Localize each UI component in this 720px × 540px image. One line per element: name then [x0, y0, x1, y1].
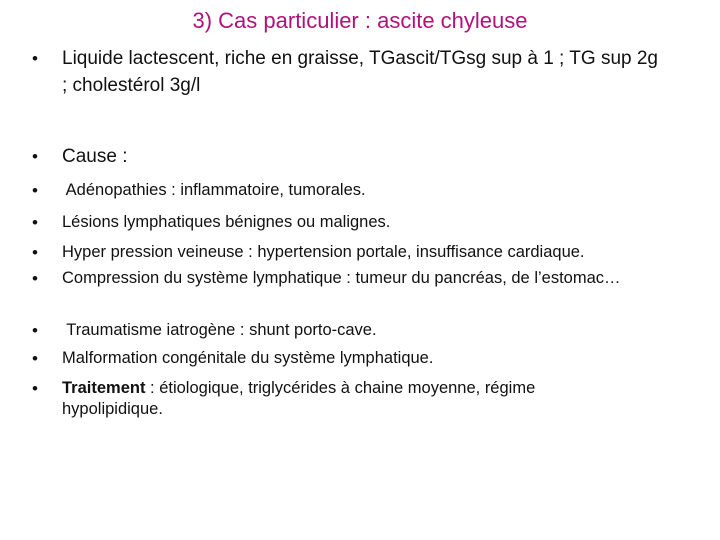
- bullet-icon: •: [32, 213, 38, 232]
- bullet-text: Cause :: [62, 146, 128, 167]
- bullet-item-hyper-pression: [32, 242, 682, 263]
- bullet-icon: •: [32, 379, 38, 398]
- bullet-item-traumatisme: [32, 320, 682, 341]
- bullet-icon: •: [32, 321, 38, 340]
- bullet-icon: •: [32, 349, 38, 368]
- bullet-item-compression: [32, 268, 632, 289]
- bullet-item-liquide: [32, 45, 662, 99]
- bullet-text-container: [62, 378, 632, 420]
- slide-title: 3) Cas particulier : ascite chyleuse: [192, 8, 528, 33]
- bullet-text: Compression du système lymphatique : tumeur du pancréas, de l’estomac…: [62, 269, 621, 287]
- bullet-item-adenopathies: [32, 180, 682, 201]
- bullet-text: Hyper pression veineuse : hypertension portale, insuffisance cardiaque.: [62, 243, 585, 261]
- bullet-icon: •: [32, 147, 38, 166]
- bullet-item-cause: [32, 143, 662, 170]
- bullet-text: Malformation congénitale du système lymphatique.: [62, 349, 434, 367]
- bullet-item-traitement: [32, 378, 632, 420]
- bullet-icon: •: [32, 243, 38, 262]
- bullet-text: Liquide lactescent, riche en graisse, TGascit/TGsg sup à 1 ; TG sup 2g ; cholestérol 3g/l: [62, 48, 658, 96]
- bullet-text: Traumatisme iatrogène : shunt porto-cave.: [62, 321, 377, 339]
- bullet-icon: •: [32, 269, 38, 288]
- bullet-icon: •: [32, 49, 38, 68]
- bullet-item-malformation: [32, 348, 682, 369]
- traitement-text: : étiologique, triglycérides à chaine moyenne, régime hypolipidique.: [62, 379, 536, 418]
- bullet-icon: •: [32, 181, 38, 200]
- bullet-text: Lésions lymphatiques bénignes ou malignes.: [62, 213, 391, 231]
- bullet-item-lesions: [32, 212, 682, 233]
- bullet-text: Adénopathies : inflammatoire, tumorales.: [62, 181, 366, 199]
- traitement-label: Traitement: [62, 379, 146, 397]
